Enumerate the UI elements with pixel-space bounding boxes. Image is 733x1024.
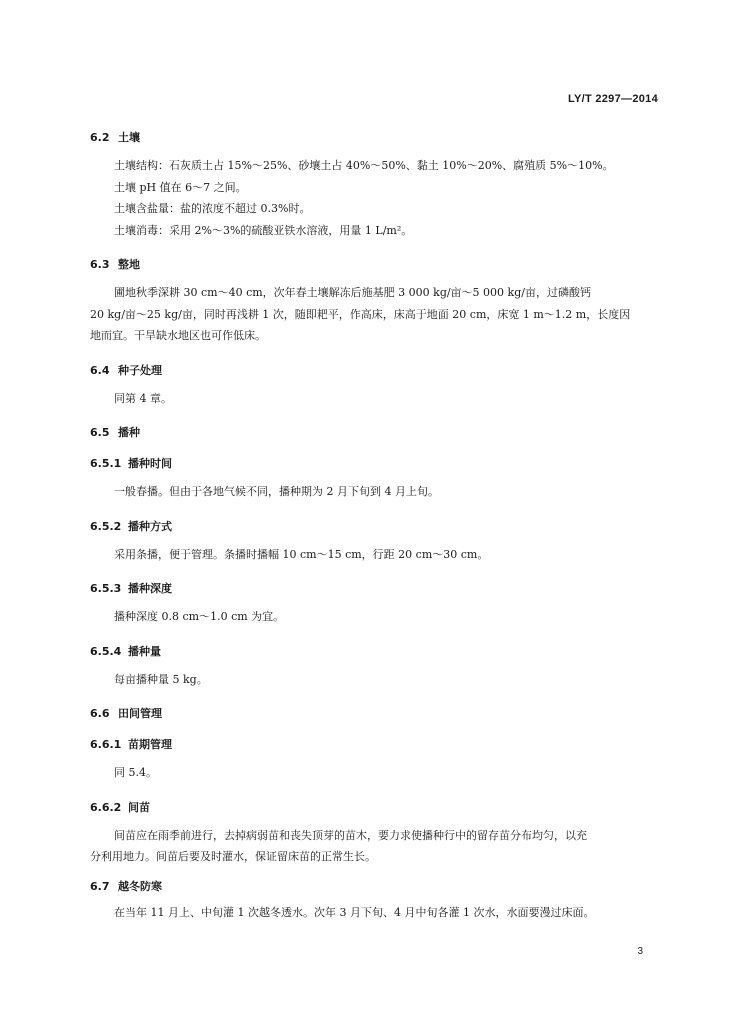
section-title: 种子处理 bbox=[118, 363, 162, 377]
paragraph-sowing-time: 一般春播。但由于各地气候不同，播种期为 2 月下旬到 4 月上旬。 bbox=[114, 485, 439, 498]
section-title: 播种 bbox=[118, 426, 140, 439]
section-title: 间苗 bbox=[128, 800, 150, 814]
paragraph-soil-salt: 土壤含盐量：盐的浓度不超过 0.3%时。 bbox=[114, 202, 311, 215]
section-heading-6-6-1 bbox=[90, 738, 662, 752]
section-number: 6.5.3 bbox=[90, 582, 122, 595]
section-title: 田间管理 bbox=[118, 707, 162, 720]
section-title: 土壤 bbox=[118, 131, 140, 144]
document-body bbox=[90, 131, 662, 923]
paragraph-line: 20 kg/亩～25 kg/亩，同时再浅耕 1 次，随即耙平，作高床，床高于地面 20 cm，床宽 1 m～1.2 m，长度因 bbox=[90, 307, 631, 321]
section-number: 6.5.2 bbox=[90, 519, 122, 533]
section-number: 6.7 bbox=[90, 879, 110, 893]
paragraph-seed-treatment: 同第 4 章。 bbox=[114, 391, 172, 405]
section-heading-6-6-2 bbox=[90, 801, 662, 815]
section-number: 6.6.2 bbox=[90, 800, 122, 814]
section-number: 6.6 bbox=[90, 707, 110, 720]
section-title: 播种量 bbox=[128, 644, 161, 658]
section-heading-6-2 bbox=[90, 131, 662, 145]
paragraph-line: 分利用地力。间苗后要及时灌水，保证留床苗的正常生长。 bbox=[90, 850, 376, 863]
section-heading-6-5-3 bbox=[90, 582, 662, 596]
paragraph-seedling-management: 同 5.4。 bbox=[114, 766, 157, 779]
section-number: 6.5.4 bbox=[90, 644, 122, 658]
section-number: 6.4 bbox=[90, 363, 110, 377]
section-heading-6-7 bbox=[90, 880, 662, 894]
section-number: 6.5.1 bbox=[90, 457, 122, 470]
section-heading-6-4 bbox=[90, 364, 662, 378]
paragraph-line: 圃地秋季深耕 30 cm～40 cm，次年春土壤解冻后施基肥 3 000 kg/亩～5 000 kg/亩，过磷酸钙 bbox=[114, 286, 591, 299]
section-number: 6.3 bbox=[90, 258, 110, 271]
paragraph-sowing-depth: 播种深度 0.8 cm～1.0 cm 为宜。 bbox=[114, 610, 285, 623]
paragraph-winter-protection: 在当年 11 月上、中旬灌 1 次越冬透水。次年 3 月下旬、4 月中旬各灌 1 次水，水面要漫过床面。 bbox=[114, 905, 595, 919]
paragraph-sowing-rate: 每亩播种量 5 kg。 bbox=[114, 672, 208, 686]
paragraph-line: 间苗应在雨季前进行，去掉病弱苗和丧失顶芽的苗木，要力求使播种行中的留存苗分布均匀，以充 bbox=[114, 828, 587, 842]
section-title: 越冬防寒 bbox=[118, 879, 162, 893]
section-title: 苗期管理 bbox=[128, 738, 172, 751]
section-title: 播种时间 bbox=[128, 457, 172, 470]
paragraph-land-preparation bbox=[90, 282, 662, 347]
standard-code: LY/T 2297—2014 bbox=[567, 93, 658, 105]
section-title: 整地 bbox=[118, 258, 140, 271]
paragraph-soil-structure: 土壤结构：石灰质土占 15%～25%、砂壤土占 40%～50%、黏土 10%～20%、腐殖质 5%～10%。 bbox=[114, 159, 614, 172]
section-heading-6-3 bbox=[90, 258, 662, 272]
section-title: 播种方式 bbox=[128, 519, 172, 533]
section-heading-6-5-1 bbox=[90, 457, 662, 471]
section-number: 6.5 bbox=[90, 426, 110, 439]
paragraph-line: 地而宜。干旱缺水地区也可作低床。 bbox=[90, 329, 266, 342]
paragraph-sowing-method: 采用条播，便于管理。条播时播幅 10 cm～15 cm，行距 20 cm～30 cm。 bbox=[114, 547, 489, 561]
section-number: 6.6.1 bbox=[90, 738, 122, 751]
section-heading-6-5-4 bbox=[90, 645, 662, 659]
page-number: 3 bbox=[637, 946, 643, 957]
paragraph-thinning bbox=[90, 825, 662, 868]
paragraph-soil-ph: 土壤 pH 值在 6～7 之间。 bbox=[114, 180, 247, 194]
section-heading-6-5 bbox=[90, 426, 662, 440]
section-title: 播种深度 bbox=[128, 582, 172, 595]
section-heading-6-5-2 bbox=[90, 520, 662, 534]
section-heading-6-6 bbox=[90, 707, 662, 721]
paragraph-soil-disinfection: 土壤消毒：采用 2%～3%的硫酸亚铁水溶液，用量 1 L/m²。 bbox=[114, 223, 413, 237]
section-number: 6.2 bbox=[90, 131, 110, 144]
